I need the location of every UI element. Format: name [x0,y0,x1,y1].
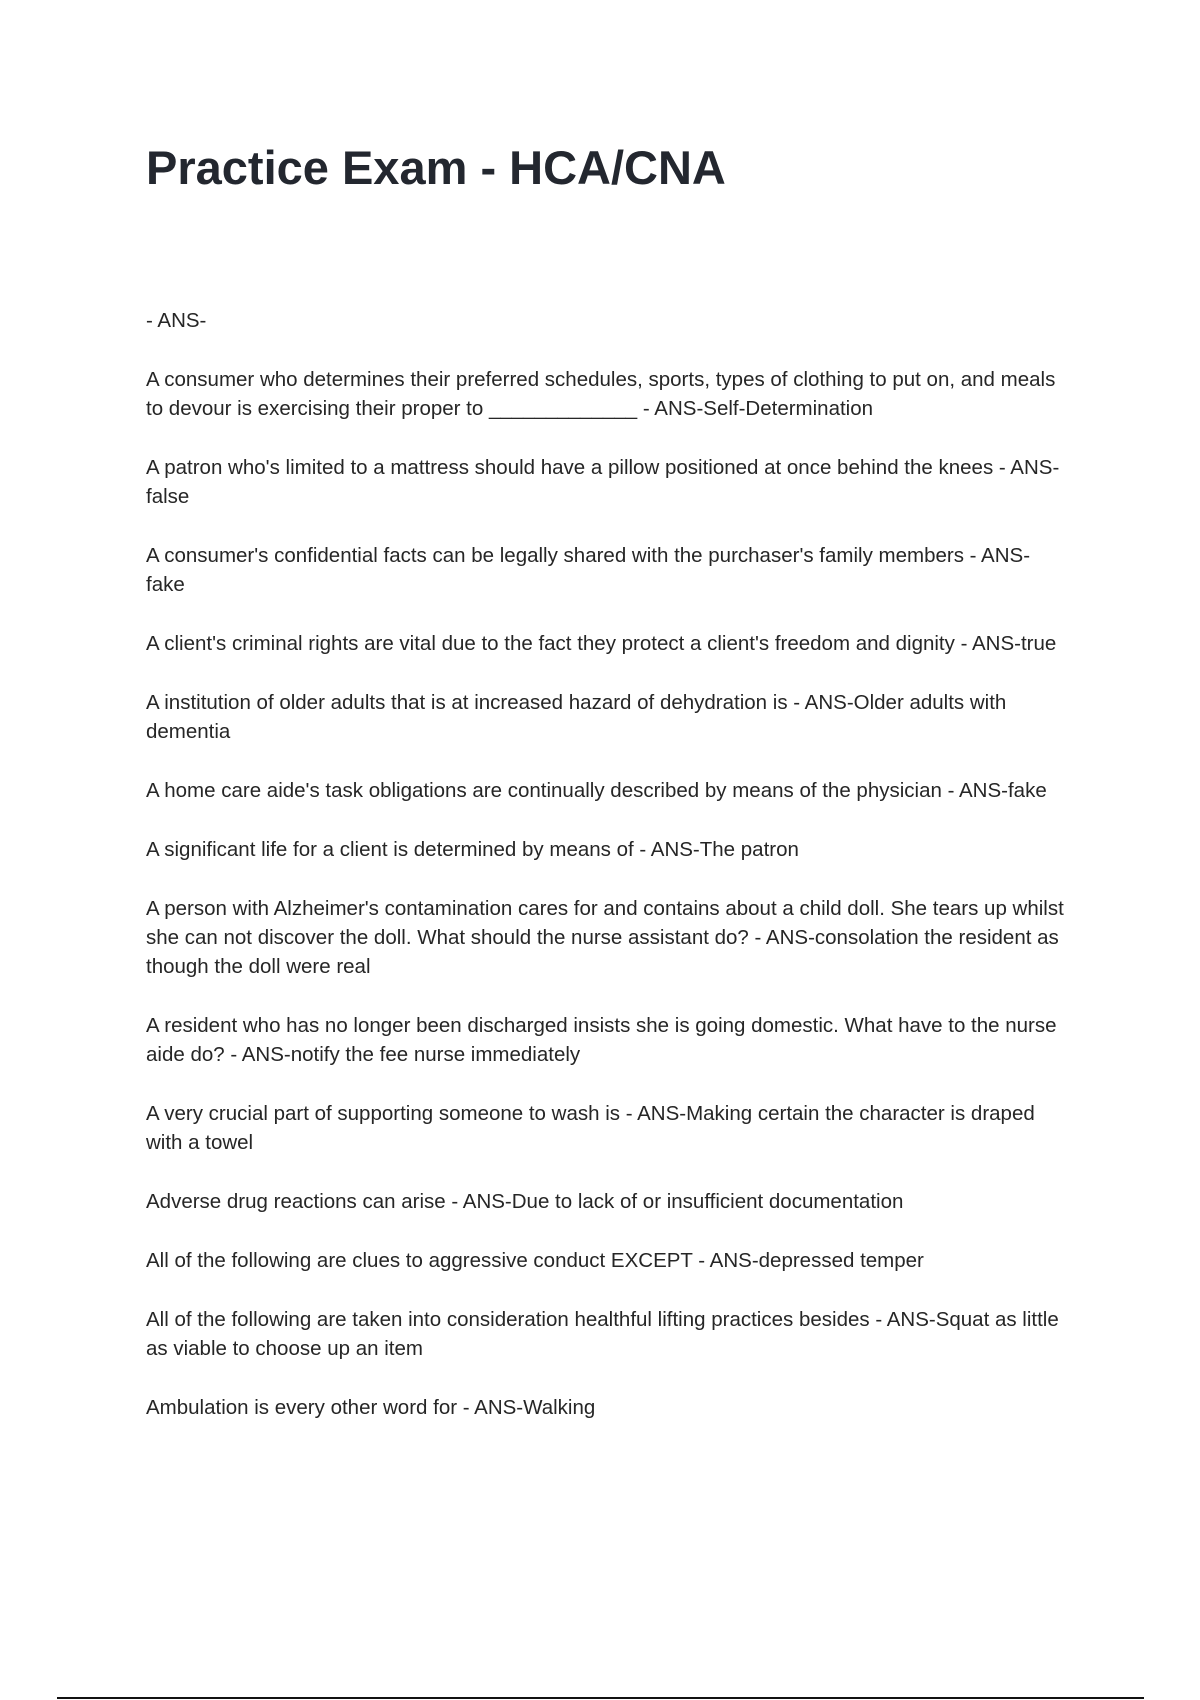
list-item [146,1011,1066,1069]
question-text: A person with Alzheimer's contamination cares for and contains about a child doll. She tears up whilst she can not discover the doll. What should the nurse assistant do? [146,897,1064,949]
list-item [146,306,1066,335]
question-text: Ambulation is every other word for [146,1396,458,1419]
question-text: A consumer who determines their preferred schedules, sports, types of clothing to put on, and meals to devour is exercising their proper to _____________ [146,368,1056,420]
question-text: A resident who has no longer been discharged insists she is going domestic. What have to the nurse aide do? [146,1014,1057,1066]
question-text: A patron who's limited to a mattress should have a pillow positioned at once behind the knees [146,456,994,479]
question-text: All of the following are clues to aggressive conduct EXCEPT [146,1249,693,1272]
list-item [146,1305,1066,1363]
question-text: A consumer's confidential facts can be legally shared with the purchaser's family members [146,544,964,567]
list-item [146,629,1066,658]
question-text: A home care aide's task obligations are continually described by means of the physician [146,779,942,802]
list-item [146,1246,1066,1275]
list-item [146,688,1066,746]
answer-text: - ANS-Walking [457,1396,596,1419]
list-item [146,1393,1066,1422]
answer-text: - ANS-Self-Determination [637,397,874,420]
list-item [146,453,1066,511]
list-item [146,541,1066,599]
list-item [146,835,1066,864]
answer-text: - ANS-Squat as little as viable to choose up an item [146,1308,1059,1360]
answer-text: - ANS-false [146,456,1060,508]
list-item [146,365,1066,423]
question-text: A very crucial part of supporting someone to wash is [146,1102,621,1125]
answer-text: - ANS-fake [146,544,1031,596]
answer-text: - ANS- [146,309,207,332]
answer-text: - ANS-fake [941,779,1047,802]
question-text: Adverse drug reactions can arise [146,1190,446,1213]
list-item [146,776,1066,805]
answer-text: - ANS-true [954,632,1057,655]
answer-text: - ANS-consolation the resident as though the doll were real [146,926,1059,978]
answer-text: - ANS-Making certain the character is draped with a towel [146,1102,1035,1154]
footer-divider [57,1697,1144,1699]
list-item [146,894,1066,981]
question-text: A institution of older adults that is at increased hazard of dehydration is [146,691,788,714]
answer-text: - ANS-The patron [633,838,799,861]
question-text: A client's criminal rights are vital due to the fact they protect a client's freedom and dignity [146,632,955,655]
answer-text: - ANS-Due to lack of or insufficient documentation [445,1190,904,1213]
page-title: Practice Exam - HCA/CNA [146,141,726,194]
answer-text: - ANS-depressed temper [692,1249,924,1272]
qa-list [146,306,1066,1452]
question-text: A significant life for a client is determined by means of [146,838,634,861]
list-item [146,1187,1066,1216]
question-text: All of the following are taken into consideration healthful lifting practices besides [146,1308,870,1331]
answer-text: - ANS-notify the fee nurse immediately [224,1043,581,1066]
answer-text: - ANS-Older adults with dementia [146,691,1007,743]
list-item [146,1099,1066,1157]
